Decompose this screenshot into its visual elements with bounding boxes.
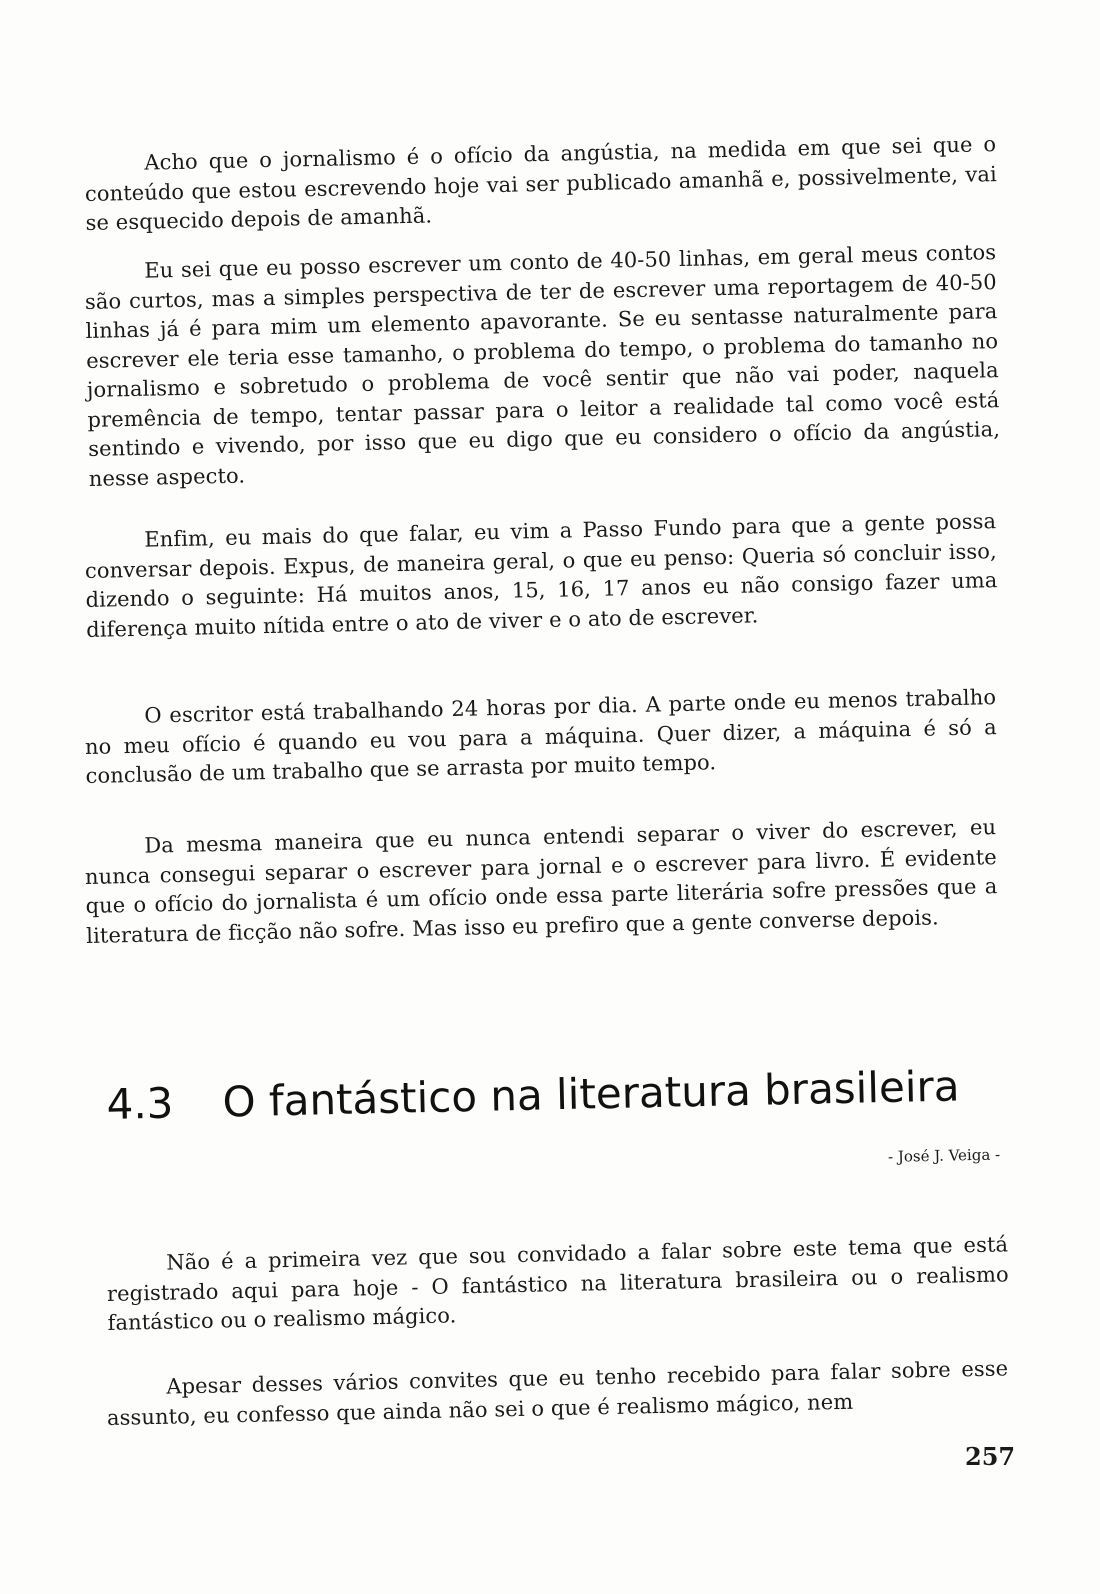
paragraph-writer-working: O escritor está trabalhando 24 horas por dia. A parte onde eu menos trabalho no meu ofício é quando eu vou para a máquina. Quer dizer, a máquina é só a conclusão de um trabalho que se arrasta por muito tempo. bbox=[84, 685, 997, 788]
section-heading bbox=[106, 1060, 1007, 1130]
paragraph-journalism-anguish: Acho que o jornalismo é o ofício da angústia, na medida em que sei que o conteúdo que estou escrevendo hoje vai ser publicado amanhã e, possivelmente, vai se esquecido depois de amanhã. bbox=[84, 132, 997, 235]
section-title: O fantástico na literatura brasileira bbox=[221, 1061, 960, 1127]
paragraph-magic-realism: Apesar desses vários convites que eu tenho recebido para falar sobre esse assunto, eu confesso que ainda não sei o que é realismo mágico, nem bbox=[106, 1356, 1009, 1430]
page-number: 257 bbox=[965, 1442, 1016, 1471]
paragraph-passo-fundo: Enfim, eu mais do que falar, eu vim a Passo Fundo para que a gente possa conversar depois. Expus, de maneira geral, o que eu penso: Queria só concluir isso, dizendo o seguinte: Há muitos anos, 15, 16, 17 anos eu não consigo fazer uma diferença muito nítida entre o ato de viver e o ato de escrever. bbox=[84, 509, 998, 642]
section-number: 4.3 bbox=[106, 1078, 174, 1129]
paragraph-journal-vs-book: Da mesma maneira que eu nunca entendi separar o viver do escrever, eu nunca consegui separar o escrever para jornal e o escrever para livro. É evidente que o ofício do jornalista é um ofício onde essa parte literária sofre pressões que a literatura de ficção não sofre. Mas isso eu prefiro que a gente converse depois. bbox=[84, 815, 998, 948]
paragraph-first-time-invited: Não é a primeira vez que sou convidado a falar sobre este tema que está registrado aqui para hoje - O fantástico na literatura brasileira ou o realismo fantástico ou o realismo mágico. bbox=[106, 1232, 1009, 1335]
section-author: - José J. Veiga - bbox=[887, 1145, 1001, 1166]
paragraph-story-length: Eu sei que eu posso escrever um conto de 40-50 linhas, em geral meus contos são curtos, mas a simples perspectiva de ter de escrever uma reportagem de 40-50 linhas já é para mim um elemento apavorante. Se eu sentasse naturalmente para escrever ele teria esse tamanho, o problema do tempo, o problema do tamanho no jornalismo e sobretudo o problema de você sentir que não vai poder, naquela premência de tempo, tentar passar para o leitor a realidade tal como você está sentindo e vivendo, por isso que eu digo que eu considero o ofício da angústia, nesse aspecto. bbox=[84, 240, 1001, 491]
